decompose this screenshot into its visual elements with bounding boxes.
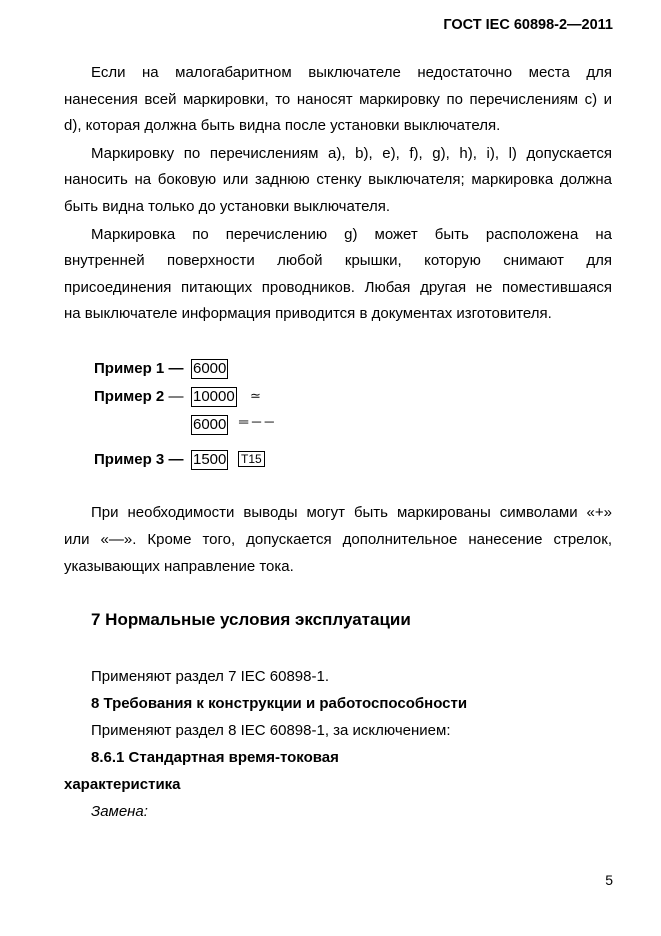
page-number: 5 (605, 872, 613, 888)
example-3-label: Пример 3 — (94, 451, 184, 468)
section-heading: 7 Нормальные условия эксплуатации (91, 610, 411, 629)
marking-box: 6000 (193, 416, 227, 433)
paragraph-line: Маркировка по перечислению g) может быть расположена на (91, 226, 612, 243)
section-text: Применяют раздел 8 IEC 60898-1, за исключением: (91, 722, 451, 739)
document-header: ГОСТ IEC 60898-2—2011 (443, 17, 613, 33)
marking-box: 1500 (193, 451, 227, 468)
example-1-label: Пример 1 — (94, 360, 184, 377)
marking-box: 10000 (193, 388, 235, 405)
paragraph-line: указывающих направление тока. (64, 558, 294, 575)
paragraph-line: быть видна только до установки выключателя. (64, 198, 391, 215)
subsection-heading: характеристика (64, 776, 181, 793)
paragraph-line: Если на малогабаритном выключателе недостаточно места для (91, 64, 612, 81)
paragraph-line: или «—». Кроме того, допускается дополнительное нанесение стрелок, (64, 531, 612, 548)
section-heading: 8 Требования к конструкции и работоспособности (91, 695, 468, 712)
ac-symbol: ≃ (250, 388, 261, 403)
paragraph-line: на выключателе информация приводится в документах изготовителя. (64, 305, 552, 322)
paragraph-line: нанесения всей маркировки, то наносят маркировку по перечислениям с) и (64, 91, 612, 108)
tripping-code-box: T15 (238, 451, 265, 467)
subsection-heading: 8.6.1 Стандартная время-токовая (91, 749, 339, 766)
example-2-label: Пример 2 — (94, 388, 184, 405)
paragraph-line: присоединения питающих проводников. Любая другая не поместившаяся (64, 279, 612, 296)
paragraph-line: При необходимости выводы могут быть маркированы символами «+» (91, 504, 612, 521)
paragraph-line: d), которая должна быть видна после установки выключателя. (64, 117, 501, 134)
replacement-note: Замена: (91, 803, 148, 820)
marking-box: 6000 (193, 360, 227, 377)
section-text: Применяют раздел 7 IEC 60898-1. (91, 668, 330, 685)
paragraph-line: внутренней поверхности любой крышки, которую снимают для (64, 252, 612, 269)
paragraph-line: наносить на боковую или заднюю стенку выключателя; маркировка должна (64, 171, 612, 188)
dc-symbol: ═ ─ ─ (239, 414, 274, 429)
paragraph-line: Маркировку по перечислениям a), b), e), f), g), h), i), l) допускается (91, 145, 612, 162)
